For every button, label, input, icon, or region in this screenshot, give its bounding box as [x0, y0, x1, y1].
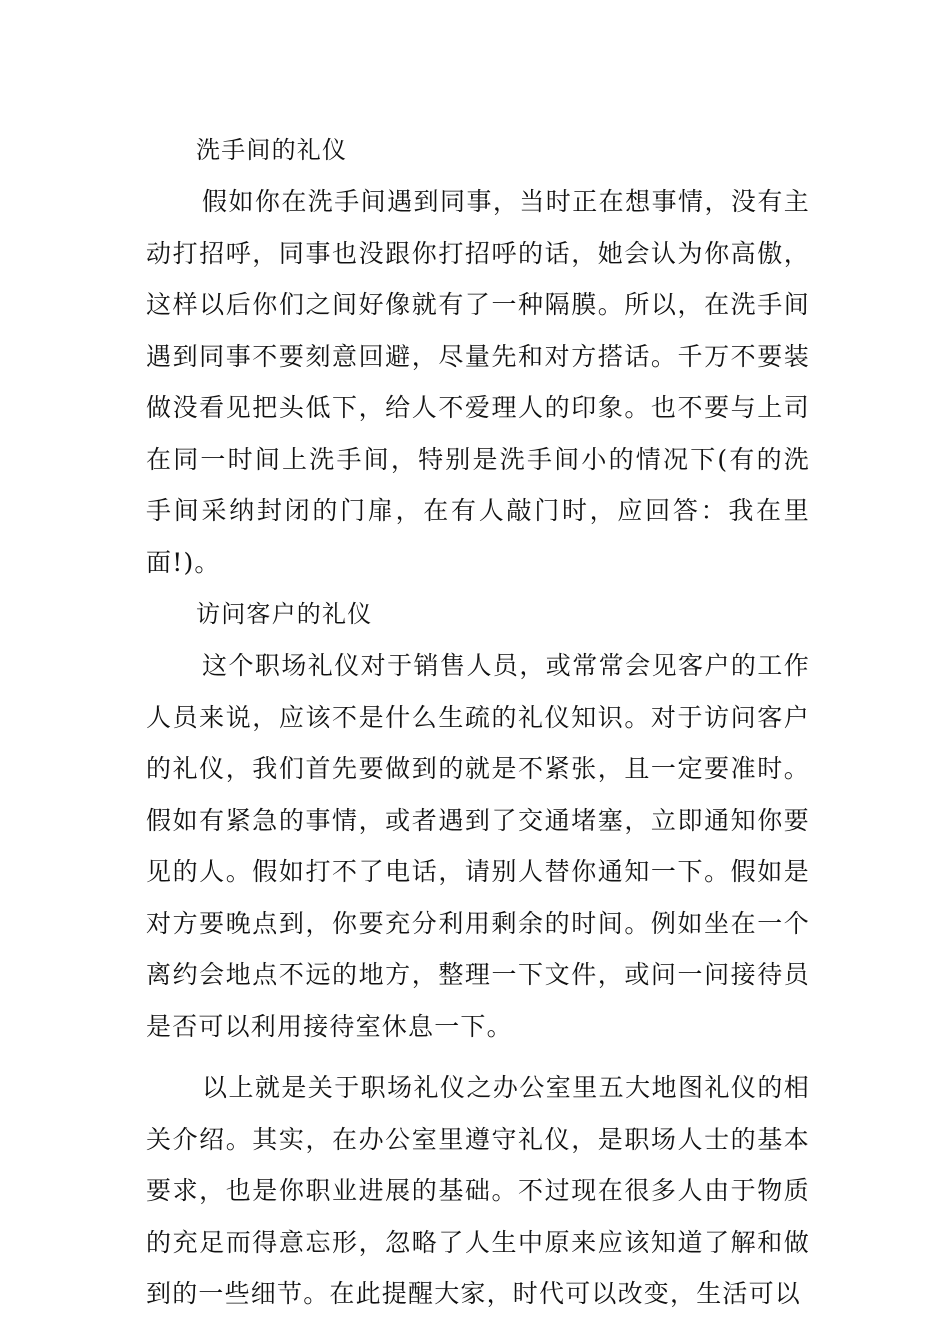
section-paragraph-restroom: 假如你在洗手间遇到同事，当时正在想事情，没有主动打招呼，同事也没跟你打招呼的话，她会认为你高傲，这样以后你们之间好像就有了一种隔膜。所以，在洗手间遇到同事不要刻意回避，尽量先和对方搭话。千万不要装做没看见把头低下，给人不爱理人的印象。也不要与上司在同一时间上洗手间，特别是洗手间小的情况下(有的洗手间采纳封闭的门扉，在有人敲门时，应回答：我在里面!)。: [146, 187, 810, 577]
paragraph-spacer: [146, 1052, 810, 1062]
section-paragraph-client-visit: 这个职场礼仪对于销售人员，或常常会见客户的工作人员来说，应该不是什么生疏的礼仪知识。对于访问客户的礼仪，我们首先要做到的就是不紧张，且一定要准时。假如有紧急的事情，或者遇到了交通堵塞，立即通知你要见的人。假如打不了电话，请别人替你通知一下。假如是对方要晚点到，你要充分利用剩余的时间。例如坐在一个离约会地点不远的地方，整理一下文件，或问一问接待员是否可以利用接待室休息一下。: [146, 651, 810, 1041]
conclusion-paragraph: 以上就是关于职场礼仪之办公室里五大地图礼仪的相关介绍。其实，在办公室里遵守礼仪，是职场人士的基本要求，也是你职业进展的基础。不过现在很多人由于物质的充足而得意忘形，忽略了人生中原来应该知道了解和做到的一些细节。在此提醒大家，时代可以改变，生活可以: [146, 1073, 810, 1308]
section-heading-client-visit: 访问客户的礼仪: [196, 600, 373, 628]
document-body: [146, 124, 810, 1320]
section-heading-restroom: 洗手间的礼仪: [196, 136, 348, 164]
